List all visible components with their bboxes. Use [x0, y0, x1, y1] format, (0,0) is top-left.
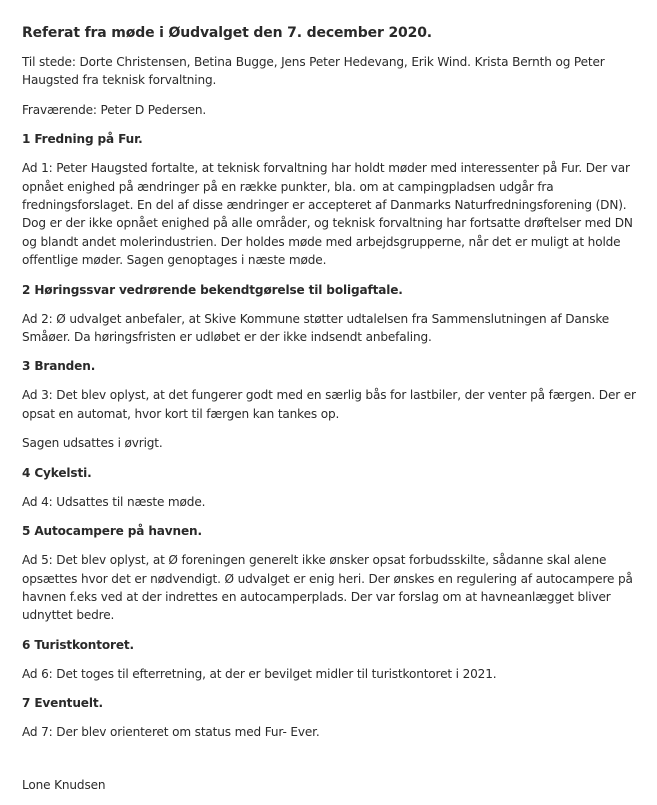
section-2-text: Ad 2: Ø udvalget anbefaler, at Skive Kommune støtter udtalelsen fra Sammenslutningen af Danske Småøer. Da høringsfristen er udløbet er der ikke indsendt anbefaling.: [22, 311, 610, 345]
section-heading-3: 3 Branden.: [22, 359, 96, 374]
meeting-minutes-document: [22, 24, 642, 805]
section-heading-5: 5 Autocampere på havnen.: [22, 524, 202, 539]
absent-paragraph: Fraværende: Peter D Pedersen.: [22, 102, 207, 117]
section-6-text: Ad 6: Det toges til efterretning, at der er bevilget midler til turistkontoret i 2021.: [22, 666, 497, 681]
attendees-paragraph: Til stede: Dorte Christensen, Betina Bugge, Jens Peter Hedevang, Erik Wind. Krista Bernth og Peter Haugsted fra teknisk forvaltning.: [22, 55, 605, 88]
section-heading-7: 7 Eventuelt.: [22, 696, 103, 711]
section-3-text: Ad 3: Det blev oplyst, at det fungerer godt med en særlig bås for lastbiler, der venter på færgen. Der er opsat en automat, hvor kort til færgen kan tankes op.: [22, 388, 636, 421]
section-heading-1: 1 Fredning på Fur.: [22, 132, 143, 147]
signature: Lone Knudsen: [22, 777, 106, 792]
section-5-text: Ad 5: Det blev oplyst, at Ø foreningen generelt ikke ønsker opsat forbudsskilte, sådanne skal alene opsættes hvor det er nødvendigt. Ø udvalget er enig heri. Der ønskes en regulering af autocampere på havnen f.eks ved at der indrettes en autocamperplads. Der var forslag om at havneanlægget bliver udnyttet bedre.: [22, 553, 633, 623]
document-title: Referat fra møde i Øudvalget den 7. december 2020.: [22, 25, 432, 41]
section-7-text: Ad 7: Der blev orienteret om status med Fur- Ever.: [22, 725, 320, 740]
section-heading-6: 6 Turistkontoret.: [22, 637, 134, 652]
section-heading-2: 2 Høringssvar vedrørende bekendtgørelse til boligaftale.: [22, 282, 403, 297]
section-heading-4: 4 Cykelsti.: [22, 465, 92, 480]
section-1-text: Ad 1: Peter Haugsted fortalte, at teknisk forvaltning har holdt møder med interessenter på Fur. Der var opnået enighed på ændringer på en række punkter, bla. om at campingpladsen udgår fra fredningsforslaget. En del af disse ændringer er accepteret af Danmarks Naturfredningsforening (DN). Dog er der ikke opnået enighed på alle områder, og teknisk forvaltning har fortsatte drøftelser med DN og blandt andet molerindustrien. Der holdes møde med arbejdsgrupperne, når det er muligt at holde offentlige møder. Sagen genoptages i næste møde.: [22, 161, 633, 268]
section-3-text-2: Sagen udsattes i øvrigt.: [22, 436, 163, 451]
section-4-text: Ad 4: Udsattes til næste møde.: [22, 494, 206, 509]
